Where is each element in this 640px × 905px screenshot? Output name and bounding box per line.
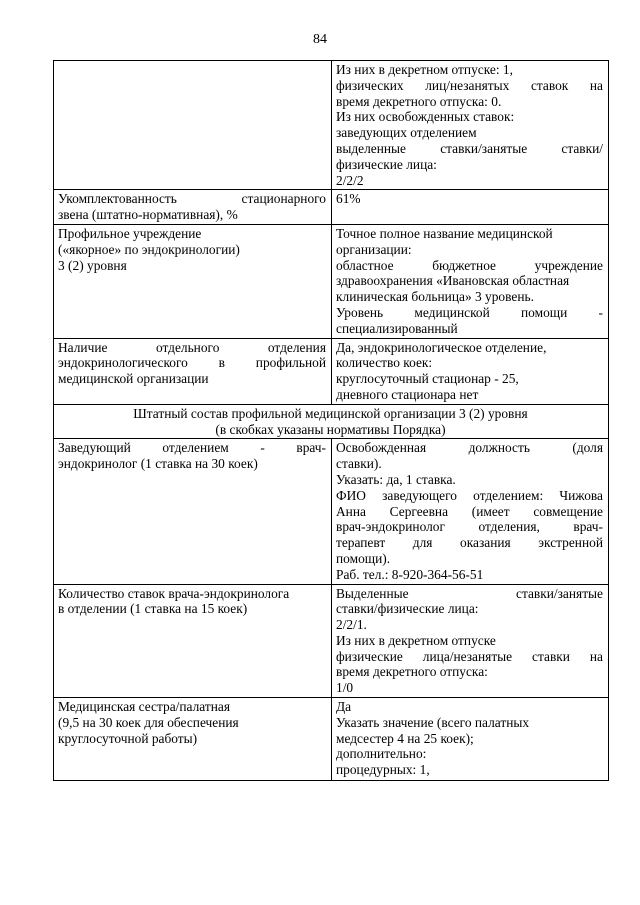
table-row (54, 338, 609, 404)
row-value-cell (332, 439, 609, 584)
row-value-cell (332, 224, 609, 338)
text-line: 3 (2) уровня (58, 257, 127, 273)
text-line: Заведующий отделением - врач- (58, 440, 326, 456)
text-line: Количество ставок врача-эндокринолога (58, 585, 290, 601)
text-line: Анна Сергеевна (имеет совмещение (336, 503, 603, 519)
row-label-cell (54, 190, 332, 225)
table-row (54, 439, 609, 584)
row-value-cell (332, 584, 609, 698)
text-line: помощи). (336, 550, 391, 566)
text-line: Да, эндокринологическое отделение, (336, 339, 547, 355)
table-row (54, 61, 609, 190)
text-line: эндокринологического в профильной (58, 355, 326, 371)
row-value-cell (332, 61, 609, 190)
text-line: круглосуточный стационар - 25, (336, 371, 519, 387)
text-line: организации: (336, 241, 412, 257)
text-line: Укомплектованность стационарного (58, 191, 326, 207)
text-line: («якорное» по эндокринологии) (58, 241, 240, 257)
staffing-table (53, 60, 609, 781)
text-line: Медицинская сестра/палатная (58, 699, 230, 715)
row-value-cell (332, 190, 609, 225)
text-line: Профильное учреждение (58, 225, 202, 241)
text-line: ФИО заведующего отделением: Чижова (336, 487, 603, 503)
text-line: 2/2/2 (336, 172, 364, 188)
row-label-cell (54, 698, 332, 781)
text-line: дневного стационара нет (336, 386, 479, 402)
text-line: заведующих отделением (336, 125, 477, 141)
text-line: звена (штатно-нормативная), % (58, 207, 238, 223)
table-row (54, 584, 609, 698)
text-line: Выделенные ставки/занятые (336, 585, 603, 601)
text-line: 61% (336, 191, 361, 207)
page-number: 84 (313, 32, 327, 47)
text-line: Освобожденная должность (доля (336, 440, 603, 456)
text-line: выделенные ставки/занятые ставки/ (336, 140, 603, 156)
text-line: физических лиц/незанятых ставок на (336, 77, 603, 93)
text-line: Раб. тел.: 8-920-364-56-51 (336, 566, 484, 582)
text-line: физические лица: (336, 156, 437, 172)
text-line: Уровень медицинской помощи - (336, 304, 603, 320)
text-line: время декретного отпуска: (336, 664, 488, 680)
text-line: Из них в декретном отпуске: 1, (336, 62, 513, 77)
text-line: время декретного отпуска: 0. (336, 93, 502, 109)
table-row (54, 698, 609, 781)
text-line: Наличие отдельного отделения (58, 339, 326, 355)
text-line: круглосуточной работы) (58, 730, 198, 746)
row-label-cell (54, 61, 332, 190)
text-line: Из них освобожденных ставок: (336, 109, 515, 125)
text-line: Указать значение (всего палатных (336, 714, 530, 730)
text-line: Да (336, 699, 352, 715)
section-header (54, 404, 609, 439)
text-line: клиническая больница» 3 уровень. (336, 289, 534, 305)
section-header-row (54, 404, 609, 439)
text-line: врач-эндокринолог отделения, врач- (336, 519, 603, 535)
text-line: дополнительно: (336, 746, 427, 762)
text-line: (9,5 на 30 коек для обеспечения (58, 714, 239, 730)
text-line: физические лица/незанятые ставки на (336, 648, 603, 664)
text-line: ставки/физические лица: (336, 601, 479, 617)
text-line: медицинской организации (58, 371, 209, 387)
table-row (54, 224, 609, 338)
text-line: специализированный (336, 320, 458, 336)
row-value-cell (332, 698, 609, 781)
row-label-cell (54, 338, 332, 404)
row-value-cell (332, 338, 609, 404)
text-line: терапевт для оказания экстренной (336, 535, 603, 551)
text-line: количество коек: (336, 355, 433, 371)
text-line: эндокринолог (1 ставка на 30 коек) (58, 456, 258, 472)
text-line: процедурных: 1, (336, 762, 430, 778)
section-header-line: Штатный состав профильной медицинской организации 3 (2) уровня (133, 405, 528, 421)
text-line: Из них в декретном отпуске (336, 632, 496, 648)
text-line: Точное полное название медицинской (336, 225, 553, 241)
row-label-cell (54, 224, 332, 338)
text-line: 2/2/1. (336, 617, 367, 633)
table-row (54, 190, 609, 225)
row-label-cell (54, 584, 332, 698)
text-line: медсестер 4 на 25 коек); (336, 730, 474, 746)
row-label-cell (54, 439, 332, 584)
section-header-line: (в скобках указаны нормативы Порядка) (215, 421, 446, 437)
text-line: ставки). (336, 456, 382, 472)
text-line: областное бюджетное учреждение (336, 257, 603, 273)
text-line: 1/0 (336, 680, 354, 696)
text-line: в отделении (1 ставка на 15 коек) (58, 601, 248, 617)
text-line: здравоохранения «Ивановская областная (336, 273, 570, 289)
text-line: Указать: да, 1 ставка. (336, 471, 456, 487)
